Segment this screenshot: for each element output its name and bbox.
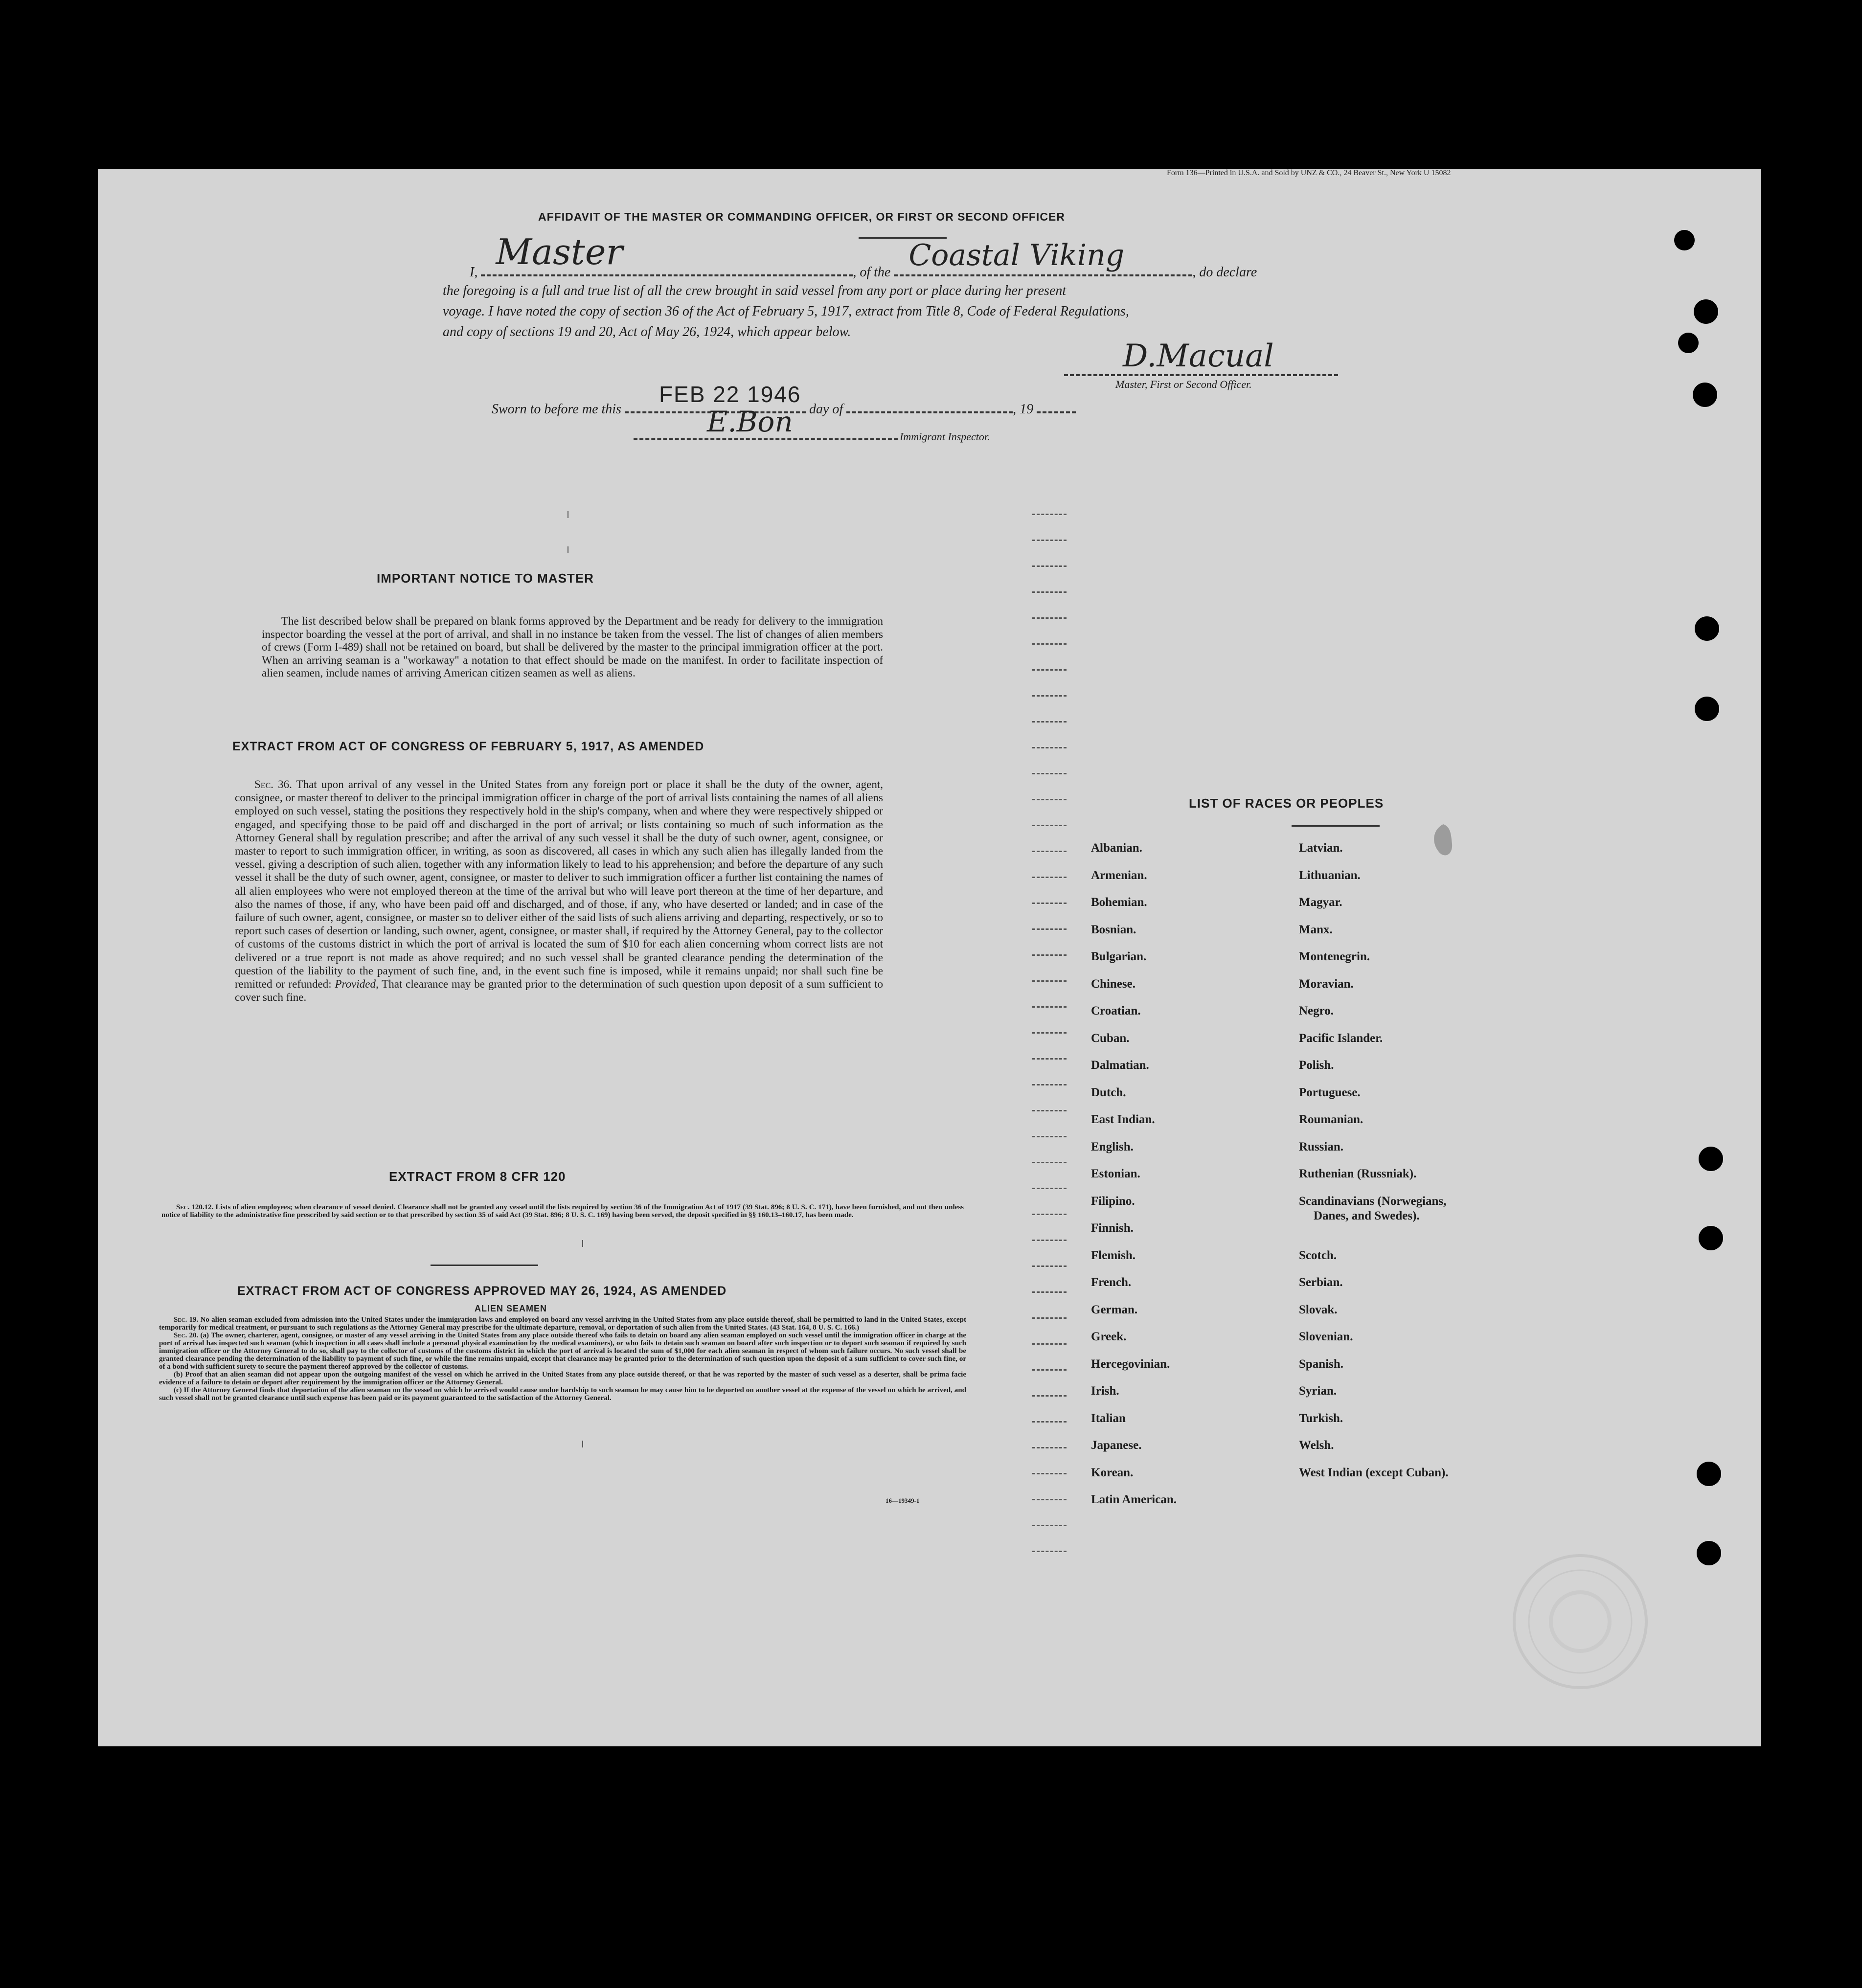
race-item: Danes, and Swedes). — [1314, 1209, 1420, 1222]
binder-hole-icon — [1699, 1226, 1723, 1250]
race-item: Armenian. — [1091, 868, 1147, 882]
dash-mark — [1032, 877, 1067, 878]
dash-mark — [1032, 1240, 1067, 1241]
signature-caption: Master, First or Second Officer. — [1115, 378, 1252, 390]
dash-mark — [1032, 669, 1067, 671]
affidavit-title: AFFIDAVIT OF THE MASTER OR COMMANDING OFFICER, OR FIRST OR SECOND OFFICER — [538, 210, 1065, 223]
ink-blot-icon — [1429, 822, 1458, 861]
dash-mark — [1032, 1032, 1067, 1034]
race-item: Portuguese. — [1299, 1085, 1361, 1099]
master-signature: D.Macual — [1123, 338, 1274, 374]
race-item: Slovenian. — [1299, 1330, 1353, 1343]
race-item: Latin American. — [1091, 1493, 1177, 1506]
race-item: Turkish. — [1299, 1411, 1343, 1425]
document-page — [98, 169, 1761, 1746]
race-item: Russian. — [1299, 1140, 1344, 1153]
cfr-sec-label: Sec. 120.12. — [176, 1203, 214, 1211]
dash-mark — [1032, 1291, 1067, 1293]
race-item: Dutch. — [1091, 1085, 1126, 1099]
day-of-label: day of — [809, 402, 843, 417]
race-item: Hercegovinian. — [1091, 1357, 1170, 1371]
race-item: Croatian. — [1091, 1004, 1141, 1017]
race-item: Negro. — [1299, 1004, 1334, 1017]
dash-mark — [1032, 1473, 1067, 1474]
race-item: Scandinavians (Norwegians, — [1299, 1194, 1447, 1208]
act1917-body — [235, 778, 883, 1004]
dash-mark — [1032, 1162, 1067, 1163]
name-handwriting: Master — [496, 231, 623, 272]
race-item: Polish. — [1299, 1059, 1334, 1072]
year-label: , 19 — [1013, 402, 1034, 417]
race-item: Bohemian. — [1091, 896, 1147, 909]
affidavit-line-3: voyage. I have noted the copy of section 36 of the Act of February 5, 1917, extract from Title 8, Code of Federal Regulations, — [443, 304, 1129, 319]
of-the-label: , of the — [853, 265, 891, 280]
dash-mark — [1032, 721, 1067, 723]
race-item: Pacific Islander. — [1299, 1031, 1383, 1045]
cfr-title: EXTRACT FROM 8 CFR 120 — [389, 1169, 566, 1184]
affidavit-line-4: and copy of sections 19 and 20, Act of May 26, 1924, which appear below. — [443, 324, 851, 339]
dash-mark — [1032, 514, 1067, 515]
dash-mark — [1032, 1447, 1067, 1448]
sec20b-text: (b) Proof that an alien seaman did not appear upon the outgoing manifest of the vessel on which he arrived in the United States from any place outside thereof, or that he was reported by the master of such vessel as a deserter, shall be prima facie evidence of a failure to detain or deport after requirement by the immigration officer or the Attorney General. — [159, 1371, 966, 1386]
act1924-body — [159, 1316, 966, 1402]
do-declare-label: , do declare — [1192, 265, 1257, 280]
date-stamp: FEB 22 1946 — [659, 382, 801, 407]
act1917-text: That upon arrival of any vessel in the United States from any foreign port or place it shall be the duty of the owner, agent, consignee, or master thereof to deliver to the principal immigration officer in charge of the port of arrival lists containing the names of all aliens employed on such vessel, stating the positions they respectively hold in the ship's company, when and where they were respectively shipped or engaged, and specifying those to be paid off and discharged in the port of arrival; or lists containing so much of such information as the Attorney General shall by regulation prescribe; and after the arrival of any such vessel it shall be the duty of such owner, agent, consignee, or master to report to such immigration officer, in writing, as soon as discovered, all cases in which any such alien has illegally landed from the vessel, giving a description of such alien, together with any information likely to lead to his apprehension; and before the departure of any such vessel it shall be the duty of such owner, agent, consignee, or master to deliver to such immigration officer a further list containing the names of all alien employees who were not employed thereon at the time of the arrival but who will leave port thereon at the time of her departure, and also the names of those, if any, who have been paid off and discharged, and of those, if any, who have deserted or landed; and in case of the failure of such owner, agent, consignee, or master so to deliver either of the said lists of such aliens arriving and departing, respectively, or so to report such cases of desertion or landing, such owner, agent, consignee, or master shall, if required by the Attorney General, pay to the collector of customs of the customs district in which the port of arrival is located the sum of $10 for each alien concerning whom correct lists are not delivered or a true report is not made as above required; and no such vessel shall be granted clearance pending the determination of the question of the liability to the payment of such fine, and, in the event such fine is imposed, while it remains unpaid; nor shall such fine be remitted or refunded: — [235, 778, 883, 991]
dash-mark — [1032, 565, 1067, 567]
embossed-seal-icon — [1507, 1548, 1654, 1695]
dash-mark — [1032, 1110, 1067, 1111]
race-item: Irish. — [1091, 1384, 1119, 1398]
binder-hole-icon — [1674, 230, 1695, 250]
act1924-form-number: 16—19349-1 — [886, 1497, 920, 1504]
affidavit-line-2: the foregoing is a full and true list of all the crew brought in said vessel from any port or place during her present — [443, 283, 1067, 298]
binder-hole-icon — [1695, 697, 1719, 721]
binder-hole-icon — [1697, 1462, 1721, 1486]
affidavit-line-1 — [470, 231, 1468, 280]
dash-mark — [1032, 591, 1067, 593]
race-item: Chinese. — [1091, 977, 1135, 991]
dash-mark — [1032, 1265, 1067, 1267]
race-item: Moravian. — [1299, 977, 1354, 991]
guide-tick — [582, 1441, 583, 1447]
races-title: LIST OF RACES OR PEOPLES — [1189, 796, 1384, 811]
dash-mark — [1032, 1084, 1067, 1085]
race-item: Syrian. — [1299, 1384, 1337, 1398]
act1924-subtitle: ALIEN SEAMEN — [475, 1304, 547, 1313]
dash-mark — [1032, 851, 1067, 852]
dash-mark — [1032, 1551, 1067, 1552]
binder-hole-icon — [1693, 383, 1717, 407]
act1917-sec-label: Sec. 36. — [254, 778, 292, 791]
sec19-paragraph — [159, 1316, 966, 1332]
race-item: French. — [1091, 1276, 1132, 1289]
race-item: Lithuanian. — [1299, 868, 1361, 882]
sec19-label: Sec. 19. — [174, 1316, 199, 1324]
cfr-text: Lists of alien employees; when clearance of vessel denied. Clearance shall not be granted any vessel until the lists required by section 36 of the Immigration Act of 1917 (39 Stat. 896; 8 U. S. C. 171), have been furnished, and not then unless notice of liability to the administrative fine prescribed by said section or to that prescribed by section 35 of said Act (39 Stat. 896; 8 U. S. C. 169) having been served, the deposit specified in §§ 160.13–160.17, has been made. — [161, 1203, 964, 1219]
master-signature-field[interactable] — [1064, 338, 1338, 376]
race-item: English. — [1091, 1140, 1134, 1153]
guide-tick — [582, 1240, 583, 1247]
month-field[interactable] — [846, 399, 1013, 413]
race-item: Greek. — [1091, 1330, 1127, 1343]
dash-mark — [1032, 643, 1067, 645]
vessel-field[interactable] — [894, 238, 1192, 276]
dash-mark — [1032, 954, 1067, 956]
act1917-title: EXTRACT FROM ACT OF CONGRESS OF FEBRUARY 5, 1917, AS AMENDED — [232, 740, 704, 753]
race-item: Welsh. — [1299, 1439, 1334, 1452]
dash-mark — [1032, 747, 1067, 748]
binder-hole-icon — [1699, 1147, 1723, 1171]
race-item: Manx. — [1299, 923, 1333, 936]
sec20a-paragraph — [159, 1332, 966, 1371]
race-item: Spanish. — [1299, 1357, 1344, 1371]
race-item: Italian — [1091, 1411, 1126, 1425]
dash-mark — [1032, 928, 1067, 930]
dash-mark — [1032, 825, 1067, 826]
dash-mark — [1032, 773, 1067, 774]
dash-mark — [1032, 1136, 1067, 1137]
race-item: Latvian. — [1299, 841, 1343, 855]
races-right-column — [1299, 841, 1573, 1493]
form-footer: Form 136—Printed in U.S.A. and Sold by UNZ & CO., 24 Beaver St., New York U 15082 — [1167, 169, 1451, 177]
dash-mark — [1032, 1188, 1067, 1189]
binder-hole-icon — [1678, 333, 1699, 353]
dash-mark — [1032, 617, 1067, 619]
act1924-title: EXTRACT FROM ACT OF CONGRESS APPROVED MAY 26, 1924, AS AMENDED — [237, 1284, 727, 1298]
notice-body: The list described below shall be prepared on blank forms approved by the Department and be ready for delivery to the immigration inspector boarding the vessel at the port of arrival, and shall in no instance be taken from the vessel. The list of changes of alien members of crews (Form I-489) shall not be retained on board, but shall be delivered by the master to the principal immigration officer at the port. When an arriving seaman is a "workaway" a notation to that effect should be made on the manifest. In order to facilitate inspection of alien seamen, include names of arriving American citizen seamen as well as aliens. — [262, 615, 883, 679]
sec20a-text: (a) The owner, charterer, agent, consignee, or master of any vessel arriving in the United States from any place outside thereof who fails to detain on board any alien seaman employed on such vessel until the immigration officer in charge at the port of arrival has inspected such seaman (which inspection in all cases shall include a personal physical examination by the medical examiners), or who fails to detain such seaman on board after such inspection or to deport such seaman if required by such immigration officer or the Attorney General to do so, shall pay to the collector of customs of the customs district in which the port of arrival is located the sum of $1,000 for each alien seaman in respect of whom such failure occurs. No such vessel shall be granted clearance pending the determination of the liability to payment of such fine, or while the fine remains unpaid, except that clearance may be granted prior to the determination of such question upon the deposit of a sum sufficient to cover such fine, or of a bond with sufficient surety to secure the payment thereof approved by the collector of customs. — [159, 1332, 967, 1371]
vessel-handwriting: Coastal Viking — [908, 238, 1125, 272]
binder-hole-icon — [1694, 299, 1718, 324]
race-item: Dalmatian. — [1091, 1059, 1149, 1072]
binder-hole-icon — [1695, 616, 1719, 641]
sec19-text: No alien seaman excluded from admission into the United States under the immigration laws and employed on board any vessel arriving in the United States from any place outside thereof, shall be permitted to land in the United States, except temporarily for medical treatment, or pursuant to such regulations as the Attorney General may prescribe for the ultimate departure, removal, or deportation of such alien from the United States. (43 Stat. 164, 8 U. S. C. 166.) — [159, 1316, 967, 1332]
race-item: German. — [1091, 1303, 1138, 1316]
notice-title: IMPORTANT NOTICE TO MASTER — [377, 571, 594, 586]
race-item: Estonian. — [1091, 1167, 1140, 1180]
race-item: Montenegrin. — [1299, 950, 1370, 963]
binder-hole-icon — [1697, 1541, 1721, 1565]
dash-mark — [1032, 980, 1067, 982]
race-item: Japanese. — [1091, 1439, 1142, 1452]
inspector-signature: E.Bon — [707, 405, 793, 438]
dash-mark — [1032, 695, 1067, 697]
race-item: Bulgarian. — [1091, 950, 1147, 963]
section-rule — [431, 1265, 538, 1266]
provided-label: Provided, — [335, 978, 379, 991]
races-title-rule — [1292, 825, 1380, 827]
race-item: Flemish. — [1091, 1248, 1135, 1262]
dash-mark — [1032, 1369, 1067, 1371]
dash-mark — [1032, 1421, 1067, 1423]
cfr-body — [161, 1203, 964, 1219]
dash-mark — [1032, 1058, 1067, 1060]
race-item: Magyar. — [1299, 896, 1342, 909]
race-item: East Indian. — [1091, 1113, 1155, 1126]
race-item: Korean. — [1091, 1466, 1134, 1479]
dash-mark — [1032, 1214, 1067, 1215]
sworn-line — [492, 382, 1177, 417]
dash-mark — [1032, 1499, 1067, 1500]
race-item: Scotch. — [1299, 1248, 1337, 1262]
race-item: Roumanian. — [1299, 1113, 1363, 1126]
sec20c-text: (c) If the Attorney General finds that deportation of the alien seaman on the vessel on which he arrived would cause undue hardship to such seaman he may cause him to be deported on another vessel at the expense of the vessel on which he arrived, and such vessel shall not be granted clearance until such expense has been paid or its payment guaranteed to the satisfaction of the Attorney General. — [159, 1386, 966, 1402]
dash-mark — [1032, 799, 1067, 800]
dash-mark — [1032, 540, 1067, 541]
dash-mark — [1032, 1395, 1067, 1397]
sec20-label: Sec. 20. — [174, 1332, 199, 1339]
race-item: Bosnian. — [1091, 923, 1136, 936]
race-item: Filipino. — [1091, 1194, 1135, 1208]
race-item: Slovak. — [1299, 1303, 1338, 1316]
race-item: Albanian. — [1091, 841, 1142, 855]
name-field[interactable] — [481, 231, 853, 276]
year-field[interactable] — [1037, 399, 1076, 413]
dash-mark — [1032, 1317, 1067, 1319]
dash-mark — [1032, 1525, 1067, 1526]
race-item: Ruthenian (Russniak). — [1299, 1167, 1417, 1180]
dash-mark — [1032, 1006, 1067, 1008]
race-item: Cuban. — [1091, 1031, 1130, 1045]
act1917-text-end: That clearance may be granted prior to the determination of such question upon deposit of a sum sufficient to cover such fine. — [235, 978, 883, 1004]
dash-mark — [1032, 903, 1067, 904]
races-left-column — [1091, 841, 1248, 1520]
race-item: West Indian (except Cuban). — [1299, 1466, 1449, 1479]
race-item: Serbian. — [1299, 1276, 1343, 1289]
sworn-label: Sworn to before me this — [492, 402, 621, 417]
inspector-caption: Immigrant Inspector. — [900, 430, 990, 443]
i-label: I, — [470, 265, 478, 280]
dash-mark — [1032, 1343, 1067, 1345]
race-item: Finnish. — [1091, 1221, 1134, 1235]
